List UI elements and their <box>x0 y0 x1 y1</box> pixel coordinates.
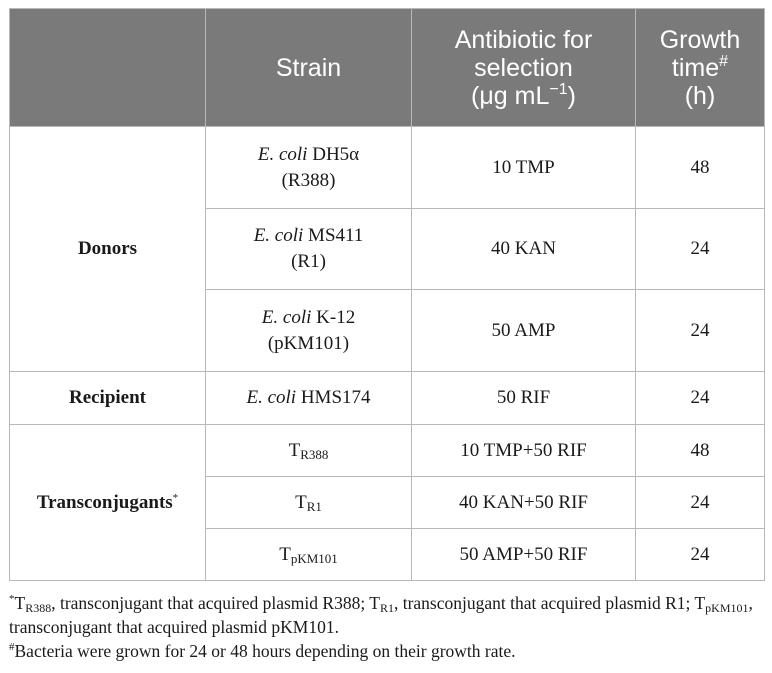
footnote-growth: #Bacteria were grown for 24 or 48 hours depending on their growth rate. <box>9 641 516 661</box>
time-cell: 24 <box>636 209 765 290</box>
group-recipient: Recipient <box>10 372 206 425</box>
strain-cell: E. coli K-12 (pKM101) <box>206 290 412 372</box>
time-cell: 48 <box>636 425 765 477</box>
group-transconjugants: Transconjugants* <box>10 425 206 581</box>
antibiotic-cell: 50 AMP <box>412 290 636 372</box>
table-row <box>10 127 765 209</box>
strain-cell: E. coli MS411 (R1) <box>206 209 412 290</box>
antibiotic-cell: 10 TMP+50 RIF <box>412 425 636 477</box>
antibiotic-cell: 40 KAN+50 RIF <box>412 477 636 529</box>
time-cell: 24 <box>636 529 765 581</box>
table-footnotes <box>9 591 769 663</box>
antibiotic-cell: 50 AMP+50 RIF <box>412 529 636 581</box>
header-group <box>10 9 206 127</box>
strains-table <box>9 8 765 581</box>
antibiotic-cell: 40 KAN <box>412 209 636 290</box>
time-cell: 24 <box>636 372 765 425</box>
table-row <box>10 372 765 425</box>
header-antibiotic: Antibiotic for selection (μg $mL^{-1}$) <box>412 9 636 127</box>
table-row <box>10 425 765 477</box>
strain-cell: $T_{pKM101}$ <box>206 529 412 581</box>
strain-cell: $T_{R388}$ <box>206 425 412 477</box>
strain-cell: E. coli HMS174 <box>206 372 412 425</box>
time-cell: 48 <box>636 127 765 209</box>
time-cell: 24 <box>636 477 765 529</box>
header-row <box>10 9 765 127</box>
antibiotic-cell: 50 RIF <box>412 372 636 425</box>
time-cell: 24 <box>636 290 765 372</box>
footnote-transconjugants: $^*T_{R388}$, transconjugant that acquired plasmid R388; $T_{R1}$, transconjugant that acquired plasmid R1; $T_{pKM101}$, transconjugant that acquired plasmid pKM101. <box>9 593 753 637</box>
group-donors: Donors <box>10 127 206 372</box>
header-growth-time: Growth time# (h) <box>636 9 765 127</box>
header-strain: Strain <box>206 9 412 127</box>
antibiotic-cell: 10 TMP <box>412 127 636 209</box>
strain-cell: $T_{R1}$ <box>206 477 412 529</box>
strain-cell: E. coli DH5α (R388) <box>206 127 412 209</box>
